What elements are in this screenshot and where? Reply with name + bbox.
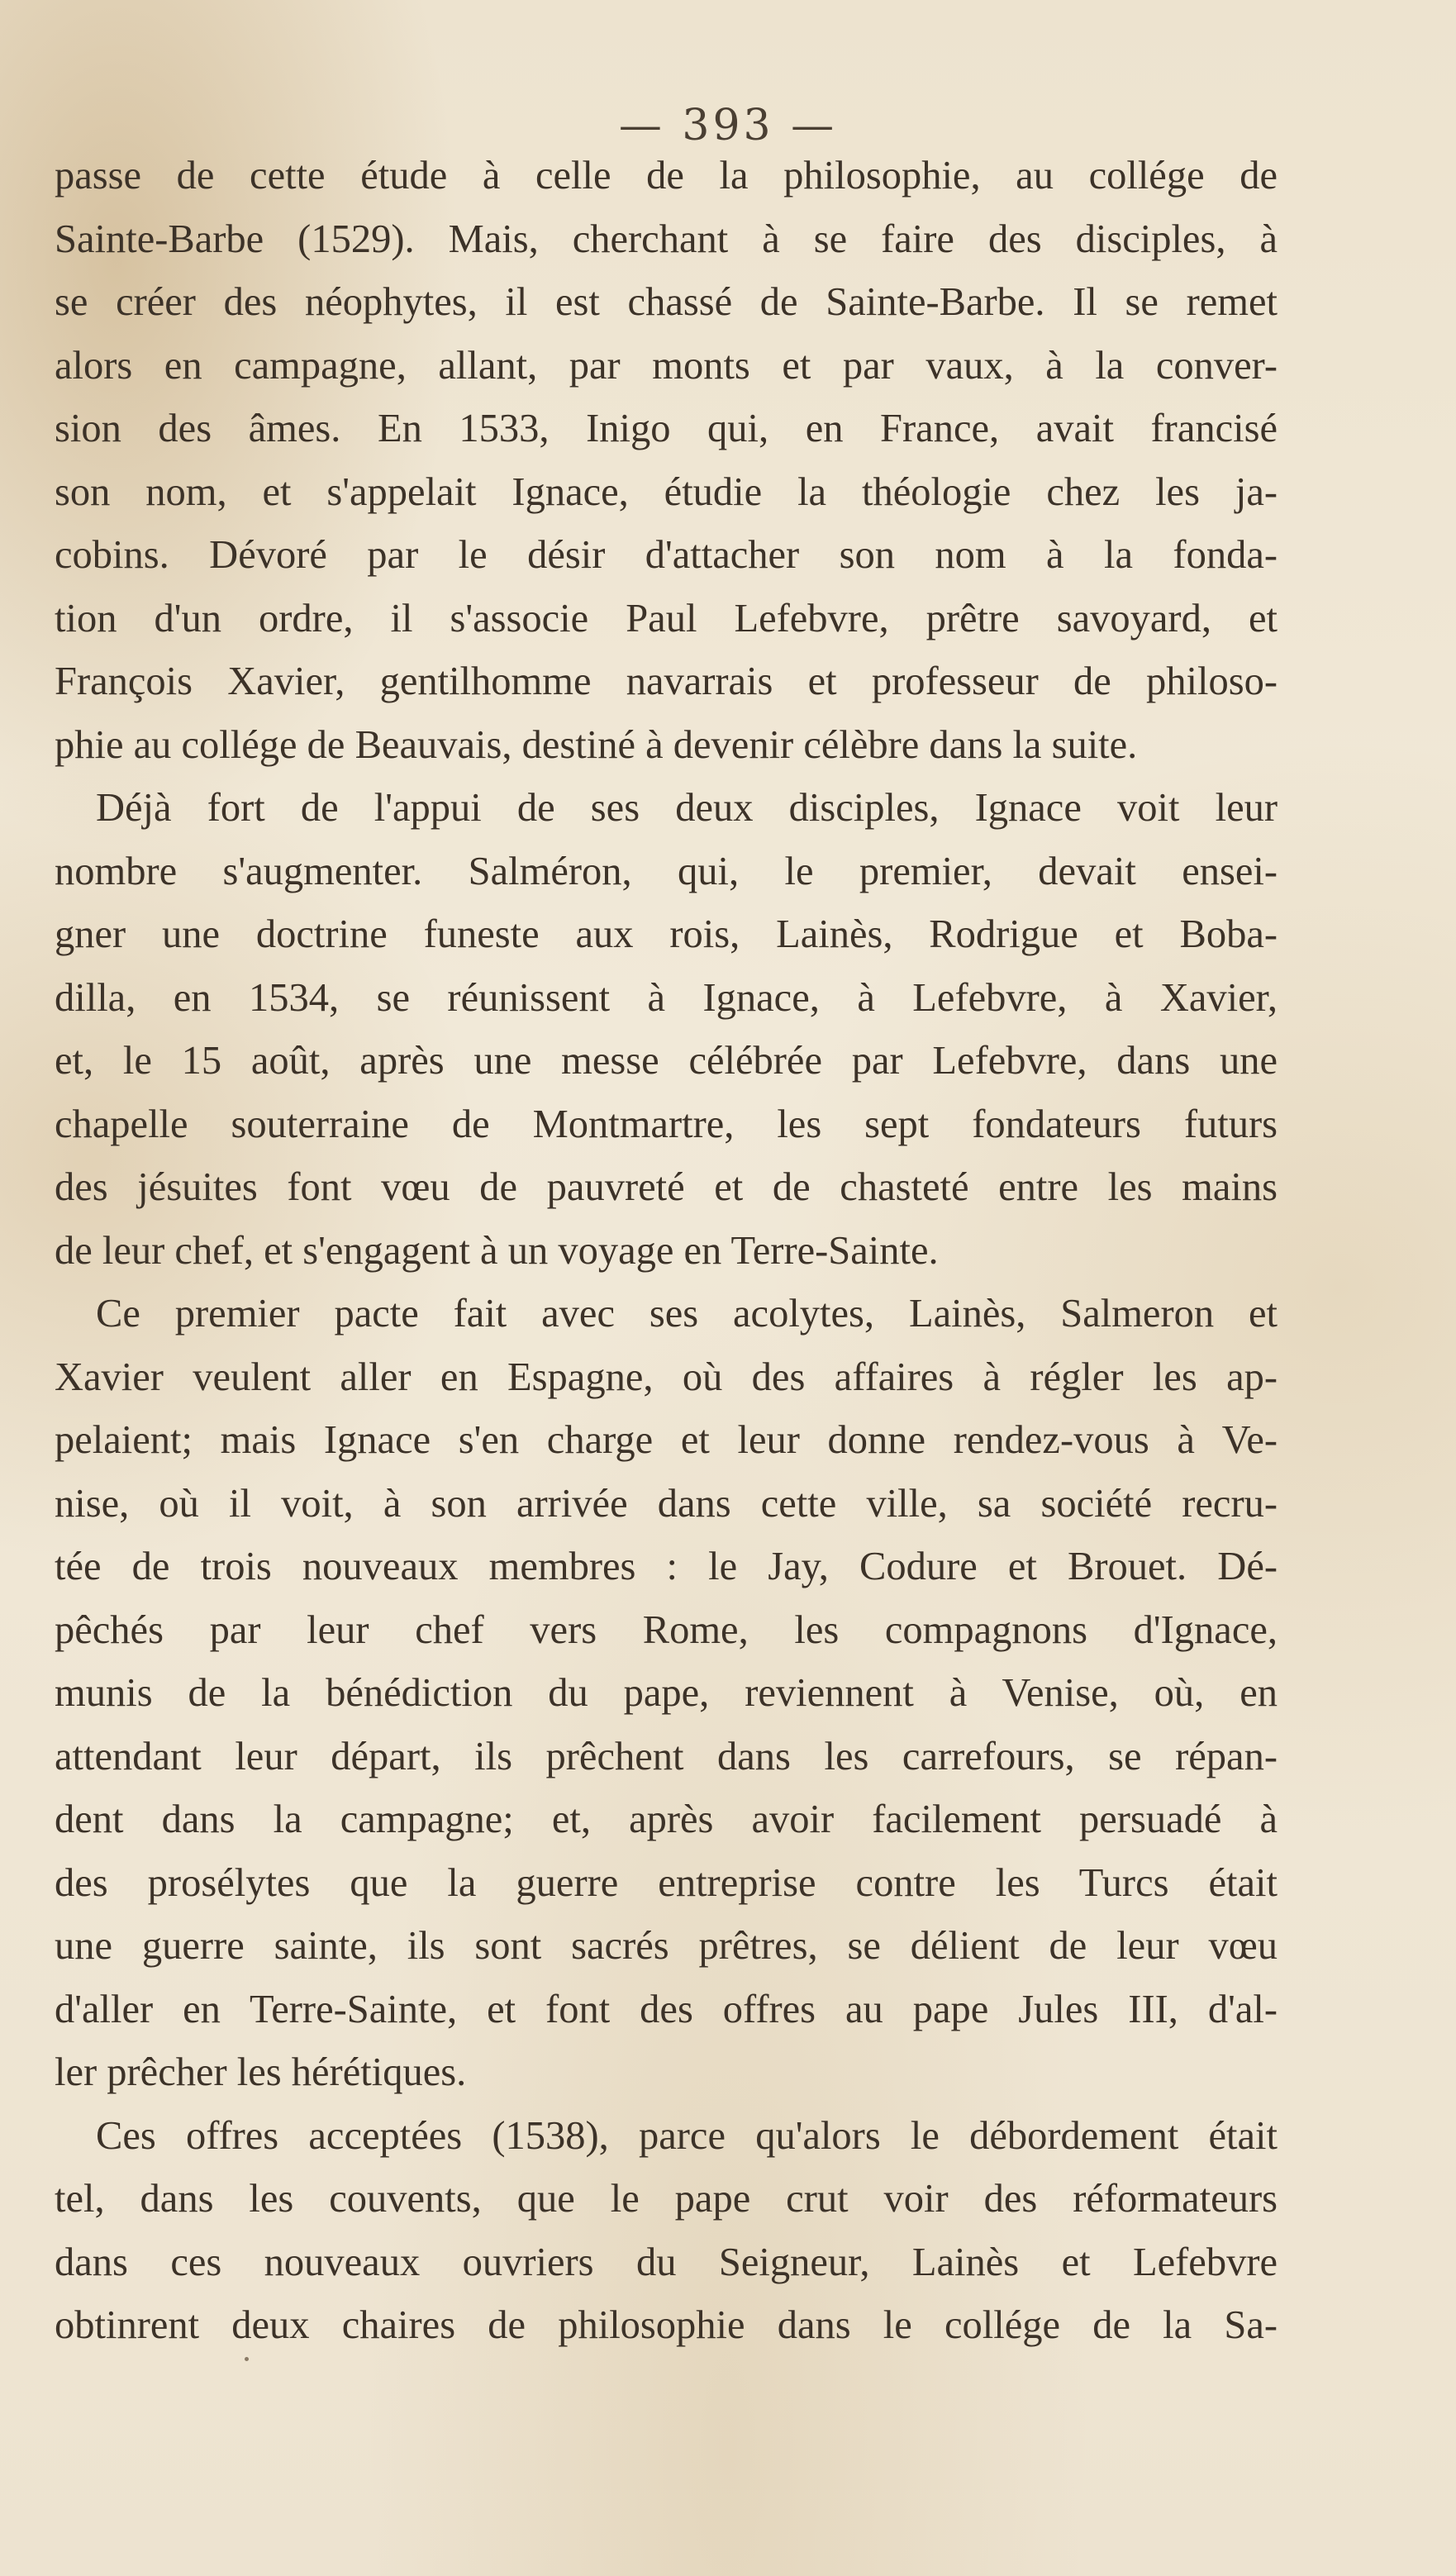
text-line: des jésuites font vœu de pauvreté et de chasteté entre les mains (55, 1165, 1278, 1209)
text-line: des prosélytes que la guerre entreprise contre les Turcs était (55, 1860, 1278, 1905)
text-line: gner une doctrine funeste aux rois, Lainès, Rodrigue et Boba- (55, 912, 1278, 956)
text-line: Ces offres acceptées (1538), parce qu'alors le débordement était (96, 2113, 1278, 2158)
text-line: nise, où il voit, à son arrivée dans cette ville, sa société recru- (55, 1481, 1278, 1526)
text-line: tée de trois nouveaux membres : le Jay, Codure et Brouet. Dé- (55, 1545, 1278, 1588)
text-line: son nom, et s'appelait Ignace, étudie la théologie chez les ja- (55, 469, 1278, 514)
text-line: chapelle souterraine de Montmartre, les sept fondateurs futurs (55, 1102, 1278, 1146)
text-line: tion d'un ordre, il s'associe Paul Lefebvre, prêtre savoyard, et (55, 596, 1278, 640)
text-line: François Xavier, gentilhomme navarrais et professeur de philoso- (55, 659, 1278, 703)
text-line: dent dans la campagne; et, après avoir facilement persuadé à (55, 1797, 1278, 1841)
text-line: obtinrent deux chaires de philosophie dans le collége de la Sa- (55, 2303, 1278, 2347)
text-line: de leur chef, et s'engagent à un voyage en Terre-Sainte. (55, 1228, 939, 1273)
text-line: Déjà fort de l'appui de ses deux disciples, Ignace voit leur (96, 786, 1278, 830)
text-line: phie au collége de Beauvais, destiné à devenir célèbre dans la suite. (55, 722, 1138, 767)
text-line: d'aller en Terre-Sainte, et font des offres au pape Jules III, d'al- (55, 1987, 1278, 2031)
text-line: se créer des néophytes, il est chassé de Sainte-Barbe. Il se remet (55, 280, 1278, 324)
text-line: pêchés par leur chef vers Rome, les compagnons d'Ignace, (55, 1607, 1278, 1652)
text-line: attendant leur départ, ils prêchent dans les carrefours, se répan- (55, 1734, 1278, 1778)
text-line: munis de la bénédiction du pape, reviennent à Venise, où, en (55, 1671, 1278, 1715)
text-line: nombre s'augmenter. Salméron, qui, le premier, devait ensei- (55, 849, 1278, 893)
paper-speck (245, 2357, 249, 2361)
body-text (55, 145, 1278, 2358)
text-line: alors en campagne, allant, par monts et par vaux, à la conver- (55, 343, 1278, 388)
text-line: pelaient; mais Ignace s'en charge et leur donne rendez-vous à Ve- (55, 1418, 1278, 1462)
text-line: Sainte-Barbe (1529). Mais, cherchant à se faire des disciples, à (55, 217, 1278, 261)
text-line: dans ces nouveaux ouvriers du Seigneur, Lainès et Lefebvre (55, 2240, 1278, 2284)
page-number: — 393 — (618, 101, 838, 150)
text-line: Ce premier pacte fait avec ses acolytes, Lainès, Salmeron et (96, 1292, 1278, 1336)
text-line: tel, dans les couvents, que le pape crut voir des réformateurs (55, 2177, 1278, 2221)
text-line: dilla, en 1534, se réunissent à Ignace, à Lefebvre, à Xavier, (55, 975, 1278, 1020)
text-line: passe de cette étude à celle de la philosophie, au collége de (55, 154, 1278, 198)
text-line: cobins. Dévoré par le désir d'attacher son nom à la fonda- (55, 533, 1278, 577)
text-line: Xavier veulent aller en Espagne, où des affaires à régler les ap- (55, 1355, 1278, 1399)
text-line: sion des âmes. En 1533, Inigo qui, en France, avait francisé (55, 407, 1278, 450)
text-line: une guerre sainte, ils sont sacrés prêtres, se délient de leur vœu (55, 1924, 1278, 1968)
text-line: ler prêcher les hérétiques. (55, 2050, 467, 2094)
text-line: et, le 15 août, après une messe célébrée par Lefebvre, dans une (55, 1039, 1278, 1083)
